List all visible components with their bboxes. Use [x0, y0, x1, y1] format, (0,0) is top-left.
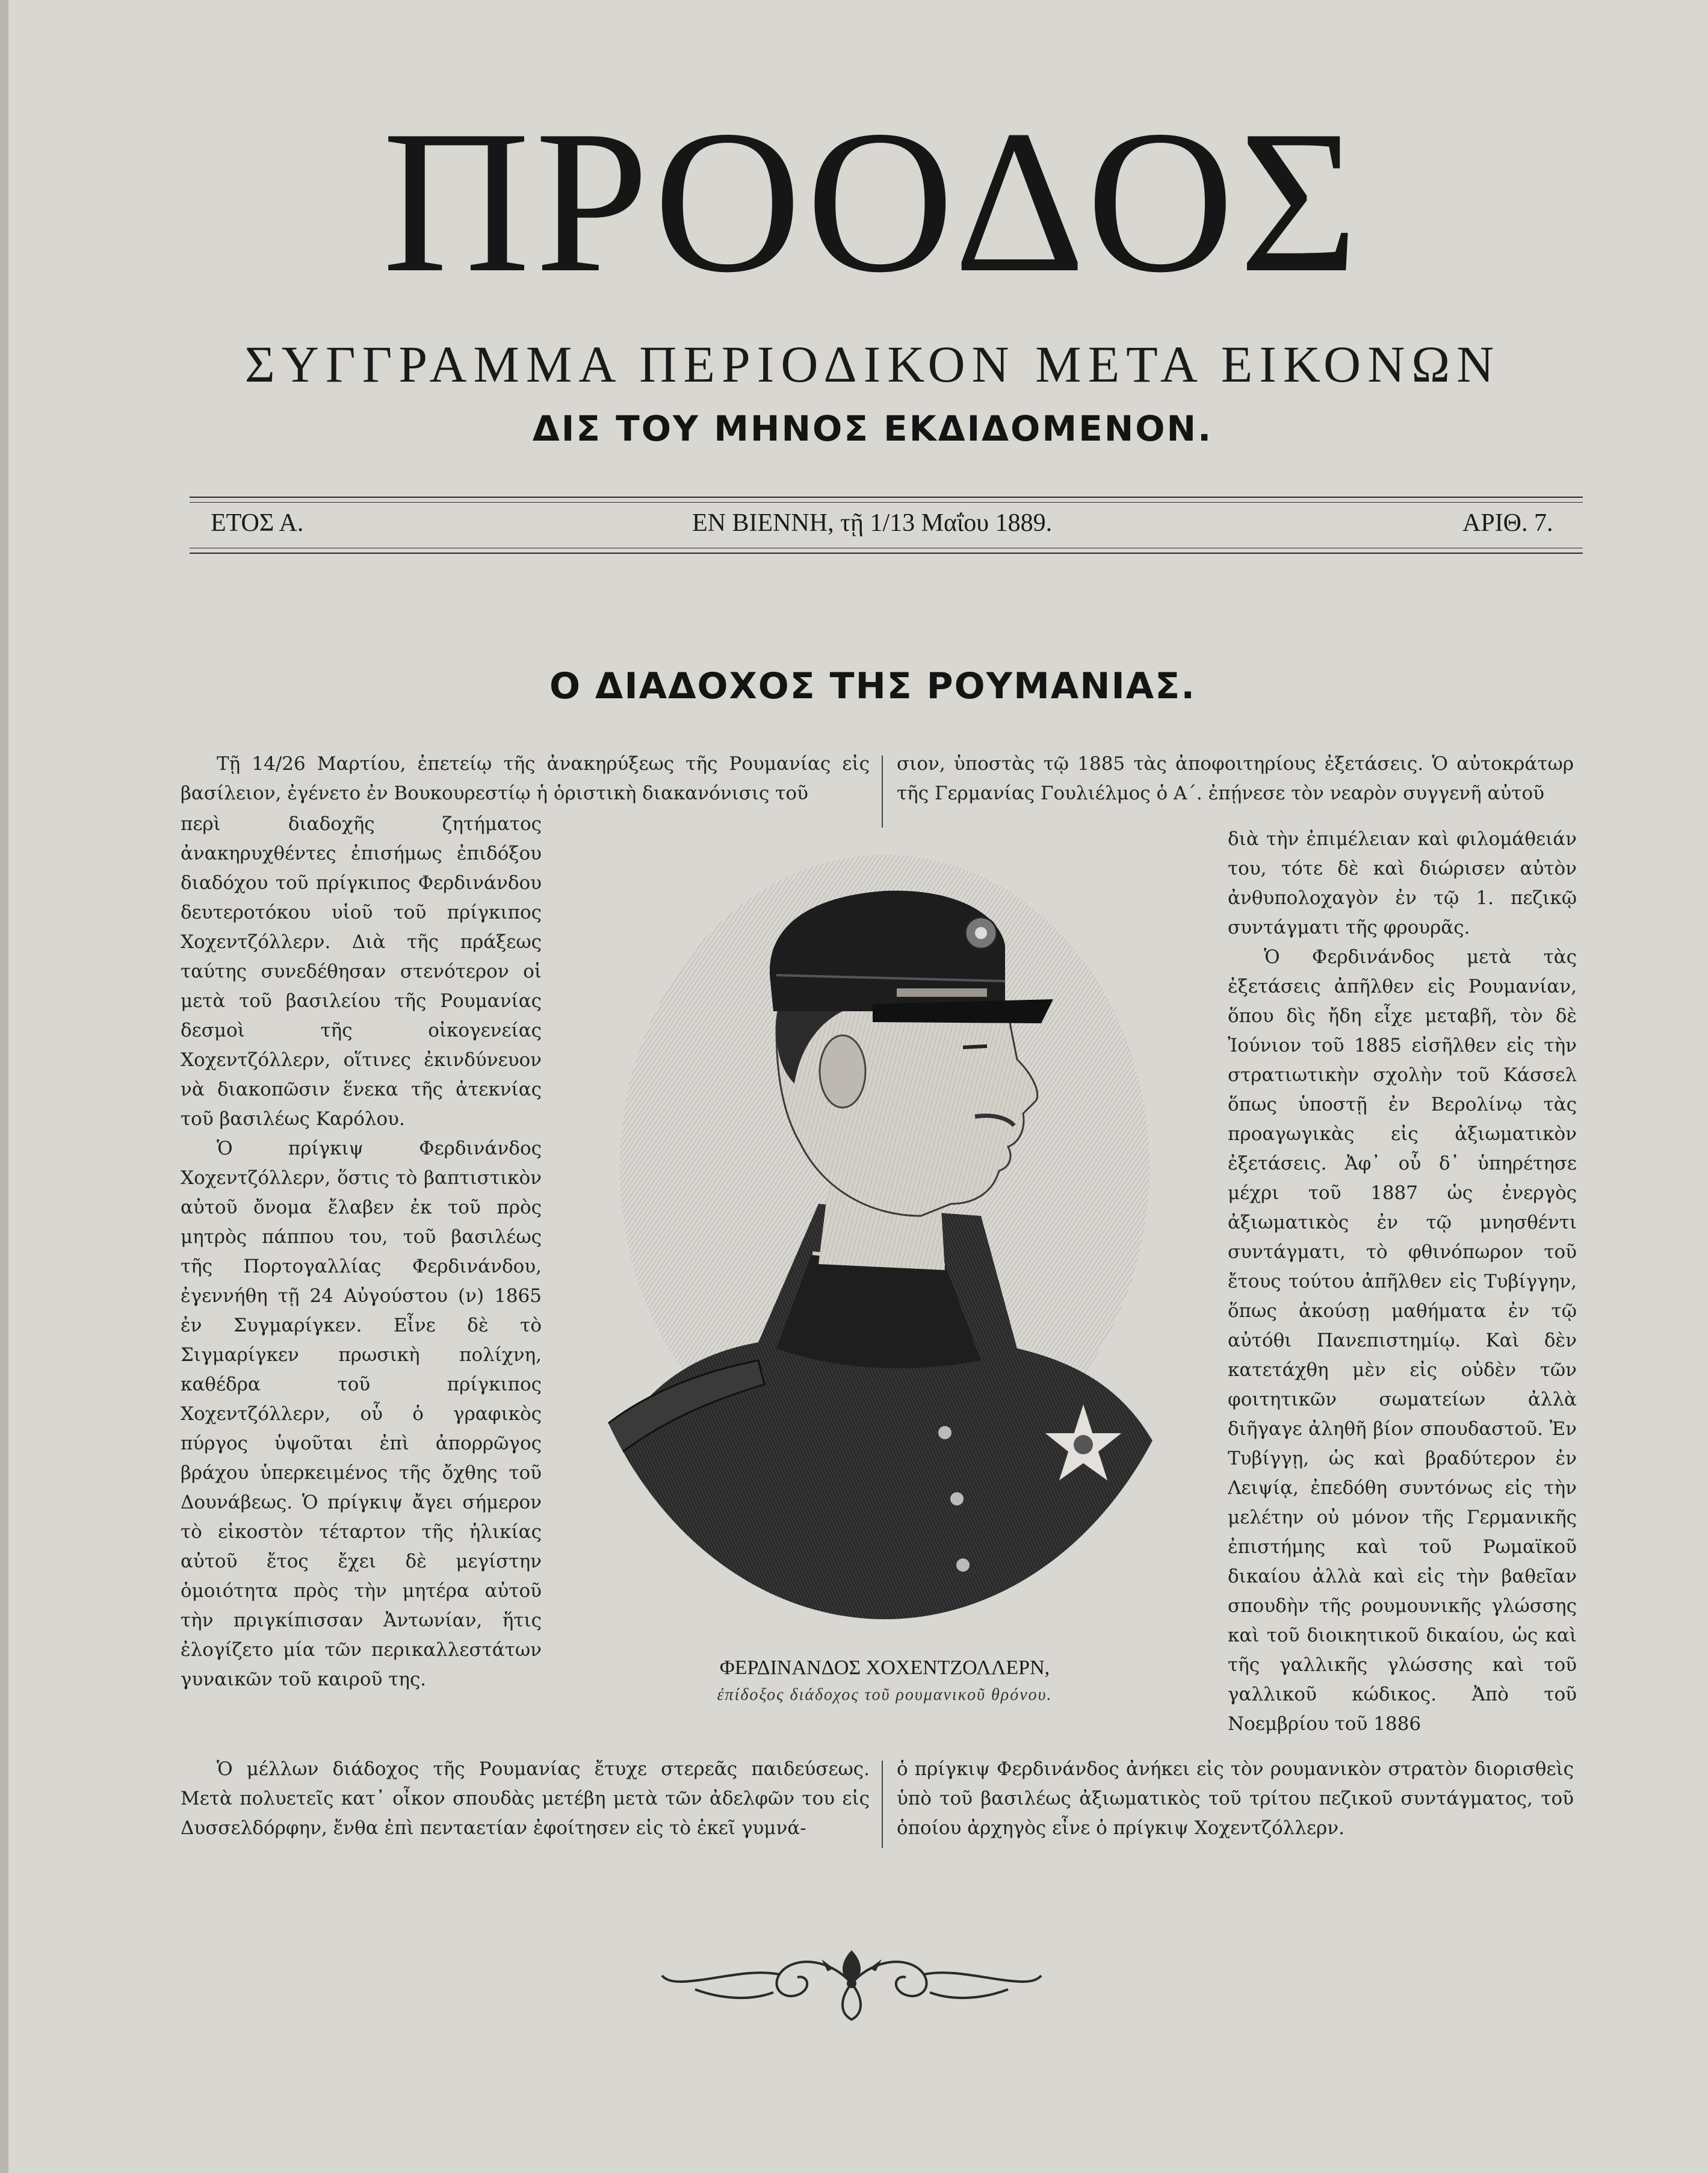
column-divider-bottom — [882, 1761, 883, 1848]
rule-top-2 — [190, 502, 1583, 503]
bottom-right-text: ὁ πρίγκιψ Φερδινάνδος ἀνήκει εἰς τὸν ρουμανικὸν στρατὸν διορισθεὶς ὑπὸ τοῦ βασιλέως ἀξιωματικὸς τοῦ τρίτου πεζικοῦ συντάγματος, τοῦ ὁποίου ἀρχηγὸς εἶνε ὁ πρίγκιψ Χοχεντζόλλερν. — [897, 1758, 1574, 1839]
right-top-paragraph — [897, 749, 1574, 808]
left-column — [181, 810, 542, 1749]
intro-text: Τῇ 14/26 Μαρτίου, ἐπετείῳ τῆς ἀνακηρύξεως τῆς Ρουμανίας εἰς βασίλειον, ἐγένετο ἐν Βουκουρεστίῳ ἡ ὁριστικὴ διακανόνισις τοῦ — [181, 753, 870, 804]
year-label: ΕΤΟΣ Α. — [211, 509, 304, 537]
portrait-caption: ΦΕΡΔΙΝΑΝΔΟΣ ΧΟΧΕΝΤΖΟΛΛΕΡΝ, — [719, 1657, 1050, 1679]
column-divider-top — [882, 755, 883, 828]
right-col-para-2: Ὁ Φερδινάνδος μετὰ τὰς ἐξετάσεις ἀπῆλθεν εἰς Ρουμανίαν, ὅπου δὶς ἤδη εἶχε μεταβῆ, τὸν δὲ Ἰούνιον τοῦ 1885 εἰσῆλθεν εἰς τὴν στρατιωτικὴν σχολὴν τοῦ Κάσσελ ὅπως ὑποστῇ ἐν Βερολίνῳ τὰς προαγωγικὰς εἰς ἀξιωματικὸν ἐξετάσεις. Ἀφ᾽ οὗ δ᾽ ὑπηρέτησε μέχρι τοῦ 1887 ὡς ἐνεργὸς ἀξιωματικὸς ἐν τῷ μνησθέντι συντάγματι, τὸ φθινόπωρον τοῦ ἔτους τούτου ἀπῆλθεν εἰς Τυβίγγην, ὅπως ἀκούσῃ μαθήματα ἐν τῷ αὐτόθι Πανεπιστημίῳ. Καὶ δὲν κατετάχθη μὲν εἰς οὐδὲν τῶν φοιτητικῶν σωματείων ἀλλὰ διῆγαγε ἀληθῆ βίον σπουδαστοῦ. Ἐν Τυβίγγῃ, ὡς καὶ βραδύτερον ἐν Λειψίᾳ, ἐπεδόθη συντόνως εἰς τὴν μελέτην οὐ μόνον τῆς Γερμανικῆς ἐπιστήμης καὶ τοῦ Ρωμαϊκοῦ δικαίου ἀλλὰ καὶ εἰς τὴν βαθεῖαν σπουδὴν τῆς ρουμουνικῆς γλώσσης καὶ τοῦ διοικητικοῦ δικαίου, ὡς καὶ τῆς γαλλικῆς γλώσσης καὶ τοῦ γαλλικοῦ κώδικος. Ἀπὸ τοῦ Νοεμβρίου τοῦ 1886 — [1228, 946, 1577, 1735]
portrait-subcaption: ἐπίδοξος διάδοχος τοῦ ρουμανικοῦ θρόνου. — [717, 1685, 1053, 1704]
article-headline: Ο ΔΙΑΔΟΧΟΣ ΤΗΣ ΡΟΥΜΑΝΙΑΣ. — [549, 665, 1196, 707]
place-date: ΕΝ ΒΙΕΝΝΗ, τῇ 1/13 Μαΐου 1889. — [692, 509, 1053, 537]
intro-paragraph — [181, 749, 870, 808]
issue-number: ΑΡΙΘ. 7. — [1462, 509, 1553, 537]
bottom-right-paragraph — [897, 1755, 1574, 1843]
bottom-left-paragraph — [181, 1755, 870, 1843]
left-col-para-2: Ὁ πρίγκιψ Φερδινάνδος Χοχεντζόλλερν, ὅστις τὸ βαπτιστικὸν αὐτοῦ ὄνομα ἔλαβεν ἐκ τοῦ πρὸς μητρὸς πάππου του, τοῦ βασιλέως τῆς Πορτογαλλίας Φερδινάνδου, ἐγεννήθη τῇ 24 Αὐγούστου (ν) 1865 ἐν Συγμαρίγκεν. Εἶνε δὲ τὸ Σιγμαρίγκεν πρωσικὴ πολίχνη, καθέδρα τοῦ πρίγκιπος Χοχεντζόλλερν, οὗ ὁ γραφικὸς πύργος ὑψοῦται ἐπὶ ἀπορρῶγος βράχου ὑπερκειμένος τῆς ὄχθης τοῦ Δουνάβεως. Ὁ πρίγκιψ ἄγει σήμερον τὸ εἰκοστὸν τέταρτον τῆς ἡλικίας αὐτοῦ ἔτος ἔχει δὲ μεγίστην ὁμοιότητα πρὸς τὴν μητέρα αὐτοῦ τὴν πριγκίπισσαν Ἀντωνίαν, ἥτις ἐλογίζετο μία τῶν περικαλλεστάτων γυναικῶν τοῦ καιροῦ της. — [181, 1138, 542, 1690]
masthead-frequency: ΔΙΣ ΤΟΥ ΜΗΝΟΣ ΕΚΔΙΔΟΜΕΝΟΝ. — [532, 408, 1213, 449]
right-top-text: σιον, ὑποστὰς τῷ 1885 τὰς ἀποφοιτηρίους ἐξετάσεις. Ὁ αὐτοκράτωρ τῆς Γερμανίας Γουλιέλμος ὁ Α΄. ἐπῄνεσε τὸν νεαρὸν συγγενῆ αὐτοῦ — [897, 753, 1574, 804]
masthead-title: ΠΡΟΟΔΟΣ — [382, 88, 1363, 315]
rule-bottom-2 — [190, 553, 1583, 554]
left-col-para-1: περὶ διαδοχῆς ζητήματος ἀνακηρυχθέντες ἐπισήμως ἐπιδόξου διαδόχου τοῦ πρίγκιπος Φερδινάνδου δευτεροτόκου υἱοῦ τοῦ πρίγκιπος Χοχεντζόλλερν. Διὰ τῆς πράξεως ταύτης συνεδέθησαν στενότερον οἱ μετὰ τοῦ βασιλείου τῆς Ρουμανίας δεσμοὶ τῆς οἰκογενείας Χοχεντζόλλερν, οἵτινες ἐκινδύνευον νὰ διακοπῶσιν ἕνεκα τῆς ἀτεκνίας τοῦ βασιλέως Καρόλου. — [181, 813, 542, 1130]
right-column — [1228, 825, 1577, 1746]
page-spine — [0, 0, 8, 2173]
bottom-left-text: Ὁ μέλλων διάδοχος τῆς Ρουμανίας ἔτυχε στερεᾶς παιδεύσεως. Μετὰ πολυετεῖς κατ᾽ οἶκον σπουδὰς μετέβη μετὰ τῶν ἀδελφῶν του εἰς Δυσσελδόρφην, ἔνθα ἐπὶ πενταετίαν ἐφοίτησεν εἰς τὸ ἐκεῖ γυμνά- — [181, 1758, 870, 1839]
rule-top-1 — [190, 497, 1583, 498]
masthead-subtitle: ΣΥΓΓΡΑΜΜΑ ΠΕΡΙΟΔΙΚΟΝ ΜΕΤΑ ΕΙΚΟΝΩΝ — [244, 335, 1501, 393]
ornament-icon — [659, 1944, 1044, 2023]
portrait-engraving-icon — [560, 831, 1210, 1625]
right-col-para-1: διὰ τὴν ἐπιμέλειαν καὶ φιλομάθειάν του, τότε δὲ καὶ διώρισεν αὐτὸν ἀνθυπολοχαγὸν ἐν τῷ 1. πεζικῷ συντάγματι τῆς φρουρᾶς. — [1228, 828, 1577, 938]
